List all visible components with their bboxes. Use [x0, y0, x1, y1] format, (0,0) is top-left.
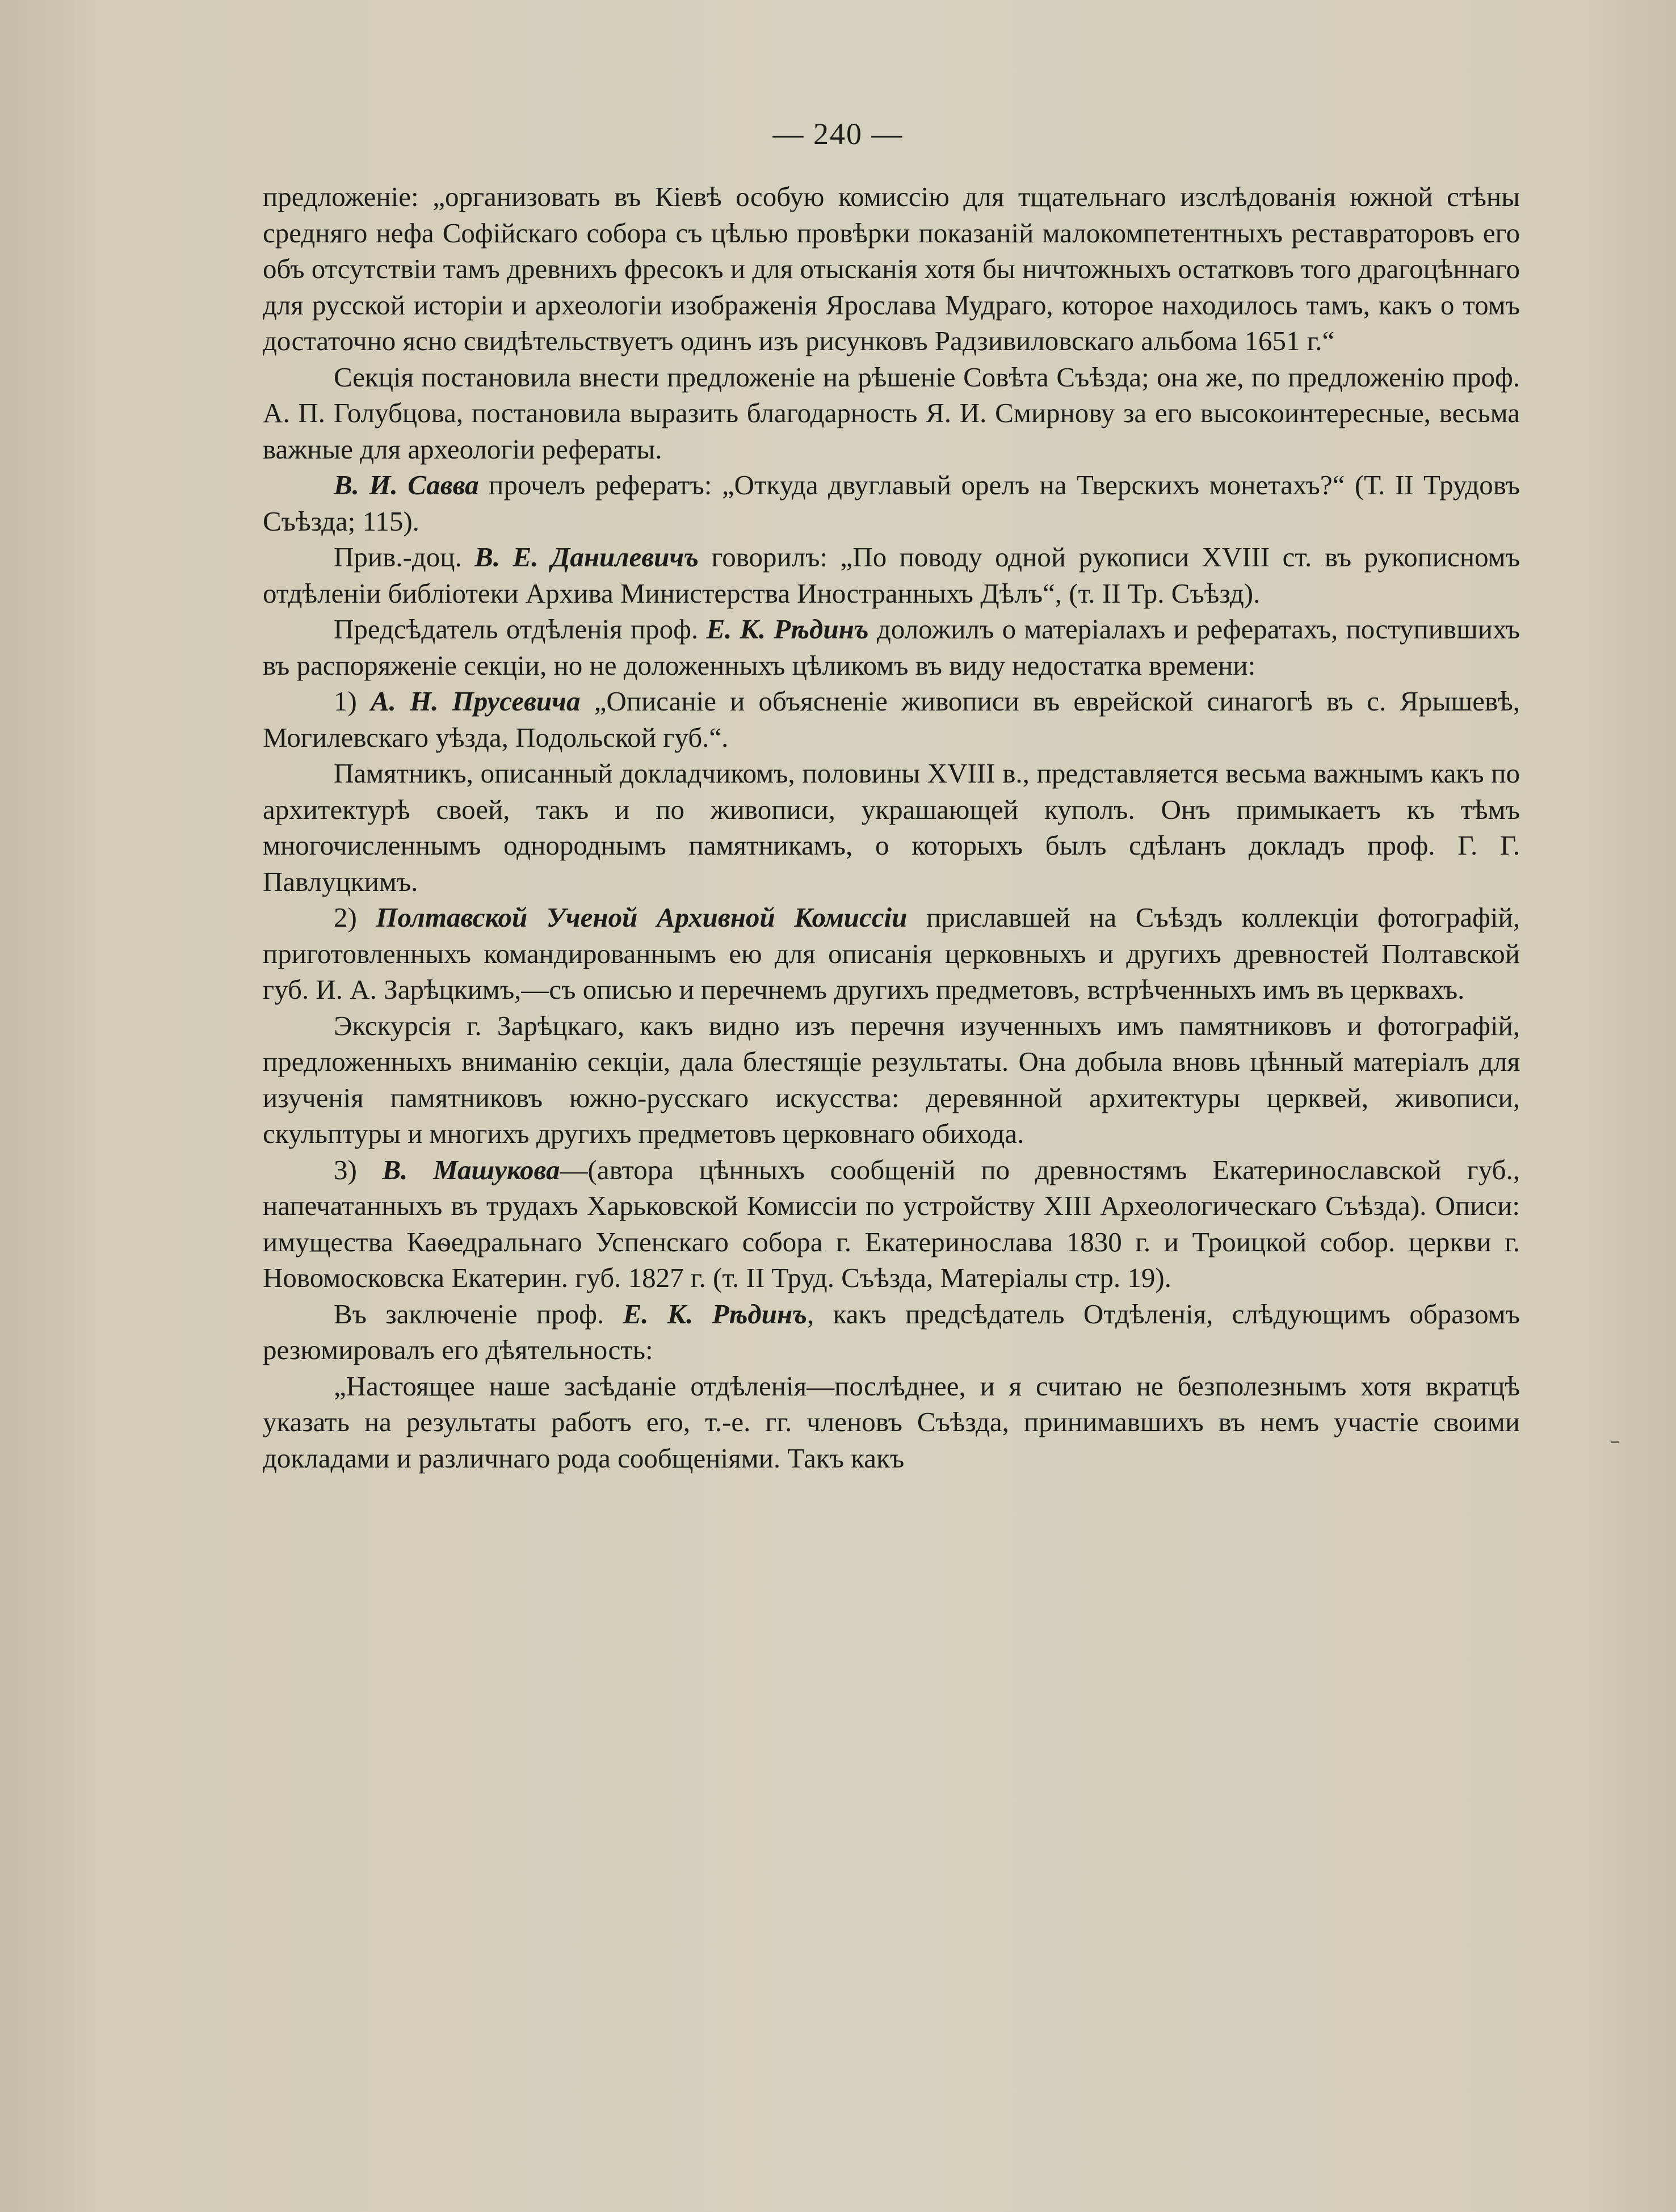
paragraph-4 [263, 539, 1520, 611]
paragraph-6 [263, 683, 1520, 755]
paragraph-12 [263, 1368, 1520, 1477]
author-name: А. Н. Прусевича [370, 686, 581, 717]
page-number: — 240 — [772, 117, 904, 151]
text-run: Памятникъ, описанный докладчикомъ, половины XVIII в., представляется весьма важнымъ какъ по архитектурѣ своей, такъ и по живописи, украшающей куполъ. Онъ примыкаетъ къ тѣмъ многочисленнымъ однороднымъ памятникамъ, о которыхъ былъ сдѣланъ докладъ проф. Г. Г. Павлуцкимъ. [263, 758, 1520, 897]
paragraph-7 [263, 755, 1520, 899]
text-run: „Описаніе и объясненіе живописи въ еврейской синагогѣ въ с. Ярышевѣ, Могилевскаго уѣзда, Подольской губ.“. [263, 686, 1520, 753]
paragraph-1 [263, 179, 1520, 359]
text-run: 2) [334, 902, 376, 933]
text-run: —(автора цѣнныхъ сообщеній по древностямъ Екатеринославской губ., напечатанныхъ въ трудахъ Харьковской Комиссіи по устройству XIII Археологическаго Съѣзда). Описи: имущества Каѳедральнаго Успенскаго собора г. Екатеринослава 1830 г. и Троицкой собор. церкви г. Новомосковска Екатерин. губ. 1827 г. (т. II Труд. Съѣзда, Матеріалы стр. 19). [263, 1154, 1520, 1293]
text-run: 3) [334, 1154, 383, 1185]
text-run: прочелъ рефератъ: „Откуда двуглавый орелъ на Тверскихъ монетахъ?“ (Т. II Трудовъ Съѣзда; 115). [263, 469, 1520, 537]
text-run: , какъ предсѣдатель Отдѣленія, слѣдующимъ образомъ резюмировалъ его дѣятельность: [263, 1298, 1520, 1365]
text-run: Прив.-доц. [334, 541, 475, 573]
text-run: Предсѣдатель отдѣленія проф. [334, 613, 707, 645]
text-run: доложилъ о матеріалахъ и рефератахъ, поступившихъ въ распоряженіе секціи, но не доложенныхъ цѣликомъ въ виду недостатка времени: [263, 613, 1520, 681]
author-name: В. Е. Данилевичъ [474, 541, 699, 573]
paragraph-9 [263, 1008, 1520, 1152]
text-run: Экскурсія г. Зарѣцкаго, какъ видно изъ перечня изученныхъ имъ памятниковъ и фотографій, предложенныхъ вниманію секціи, дала блестящіе результаты. Она добыла вновь цѣнный матеріалъ для изученія памятниковъ южно-русскаго искусства: деревянной архитектуры церквей, живописи, скульптуры и многихъ другихъ предметовъ церковнаго обихода. [263, 1010, 1520, 1149]
paragraph-10 [263, 1152, 1520, 1296]
author-name: В. Машукова [382, 1154, 560, 1185]
paragraph-3 [263, 467, 1520, 539]
body-text [263, 179, 1520, 1476]
author-name: Е. К. Рѣдинъ [706, 613, 869, 645]
text-run: 1) [334, 686, 371, 717]
paragraph-11 [263, 1296, 1520, 1368]
text-run: предложеніе: „организовать въ Кіевѣ особую комиссію для тщательнаго изслѣдованія южной стѣны средняго нефа Софійскаго собора съ цѣлью провѣрки показаній малокомпетентныхъ реставраторовъ его объ отсутствіи тамъ древнихъ фресокъ и для отысканія хотя бы ничтожныхъ остатковъ того драгоцѣннаго для русской исторіи и археологіи изображенія Ярослава Мудраго, которое находилось тамъ, какъ о томъ достаточно ясно свидѣтельствуетъ одинъ изъ рисунковъ Радзивиловскаго альбома 1651 г.“ [263, 181, 1520, 356]
paragraph-2 [263, 359, 1520, 468]
text-run: приславшей на Съѣздъ коллекціи фотографій, приготовленныхъ командированнымъ ею для описанія церковныхъ и другихъ древностей Полтавской губ. И. А. Зарѣцкимъ,—съ описью и перечнемъ другихъ предметовъ, встрѣченныхъ имъ въ церквахъ. [263, 902, 1520, 1005]
margin-speck [1611, 1441, 1619, 1443]
text-run: Въ заключеніе проф. [334, 1298, 623, 1330]
text-run: „Настоящее наше засѣданіе отдѣленія—послѣднее, и я считаю не безполезнымъ хотя вкратцѣ указать на результаты работъ его, т.-е. гг. членовъ Съѣзда, принимавшихъ въ немъ участіе своими докладами и различнаго рода сообщеніями. Такъ какъ [263, 1370, 1520, 1474]
author-name: Полтавской Ученой Архивной Комиссіи [376, 902, 908, 933]
author-name: Е. К. Рѣдинъ [623, 1298, 807, 1330]
paragraph-5 [263, 611, 1520, 683]
author-name: В. И. Савва [334, 469, 479, 501]
text-run: говорилъ: „По поводу одной рукописи XVIII ст. въ рукописномъ отдѣленіи библіотеки Архива Министерства Иностранныхъ Дѣлъ“, (т. II Тр. Съѣзд). [263, 541, 1520, 609]
paragraph-8 [263, 899, 1520, 1008]
text-run: Секція постановила внести предложеніе на рѣшеніе Совѣта Съѣзда; она же, по предложенію проф. А. П. Голубцова, постановила выразить благодарность Я. И. Смирнову за его высокоинтересные, весьма важные для археологіи рефераты. [263, 361, 1520, 465]
